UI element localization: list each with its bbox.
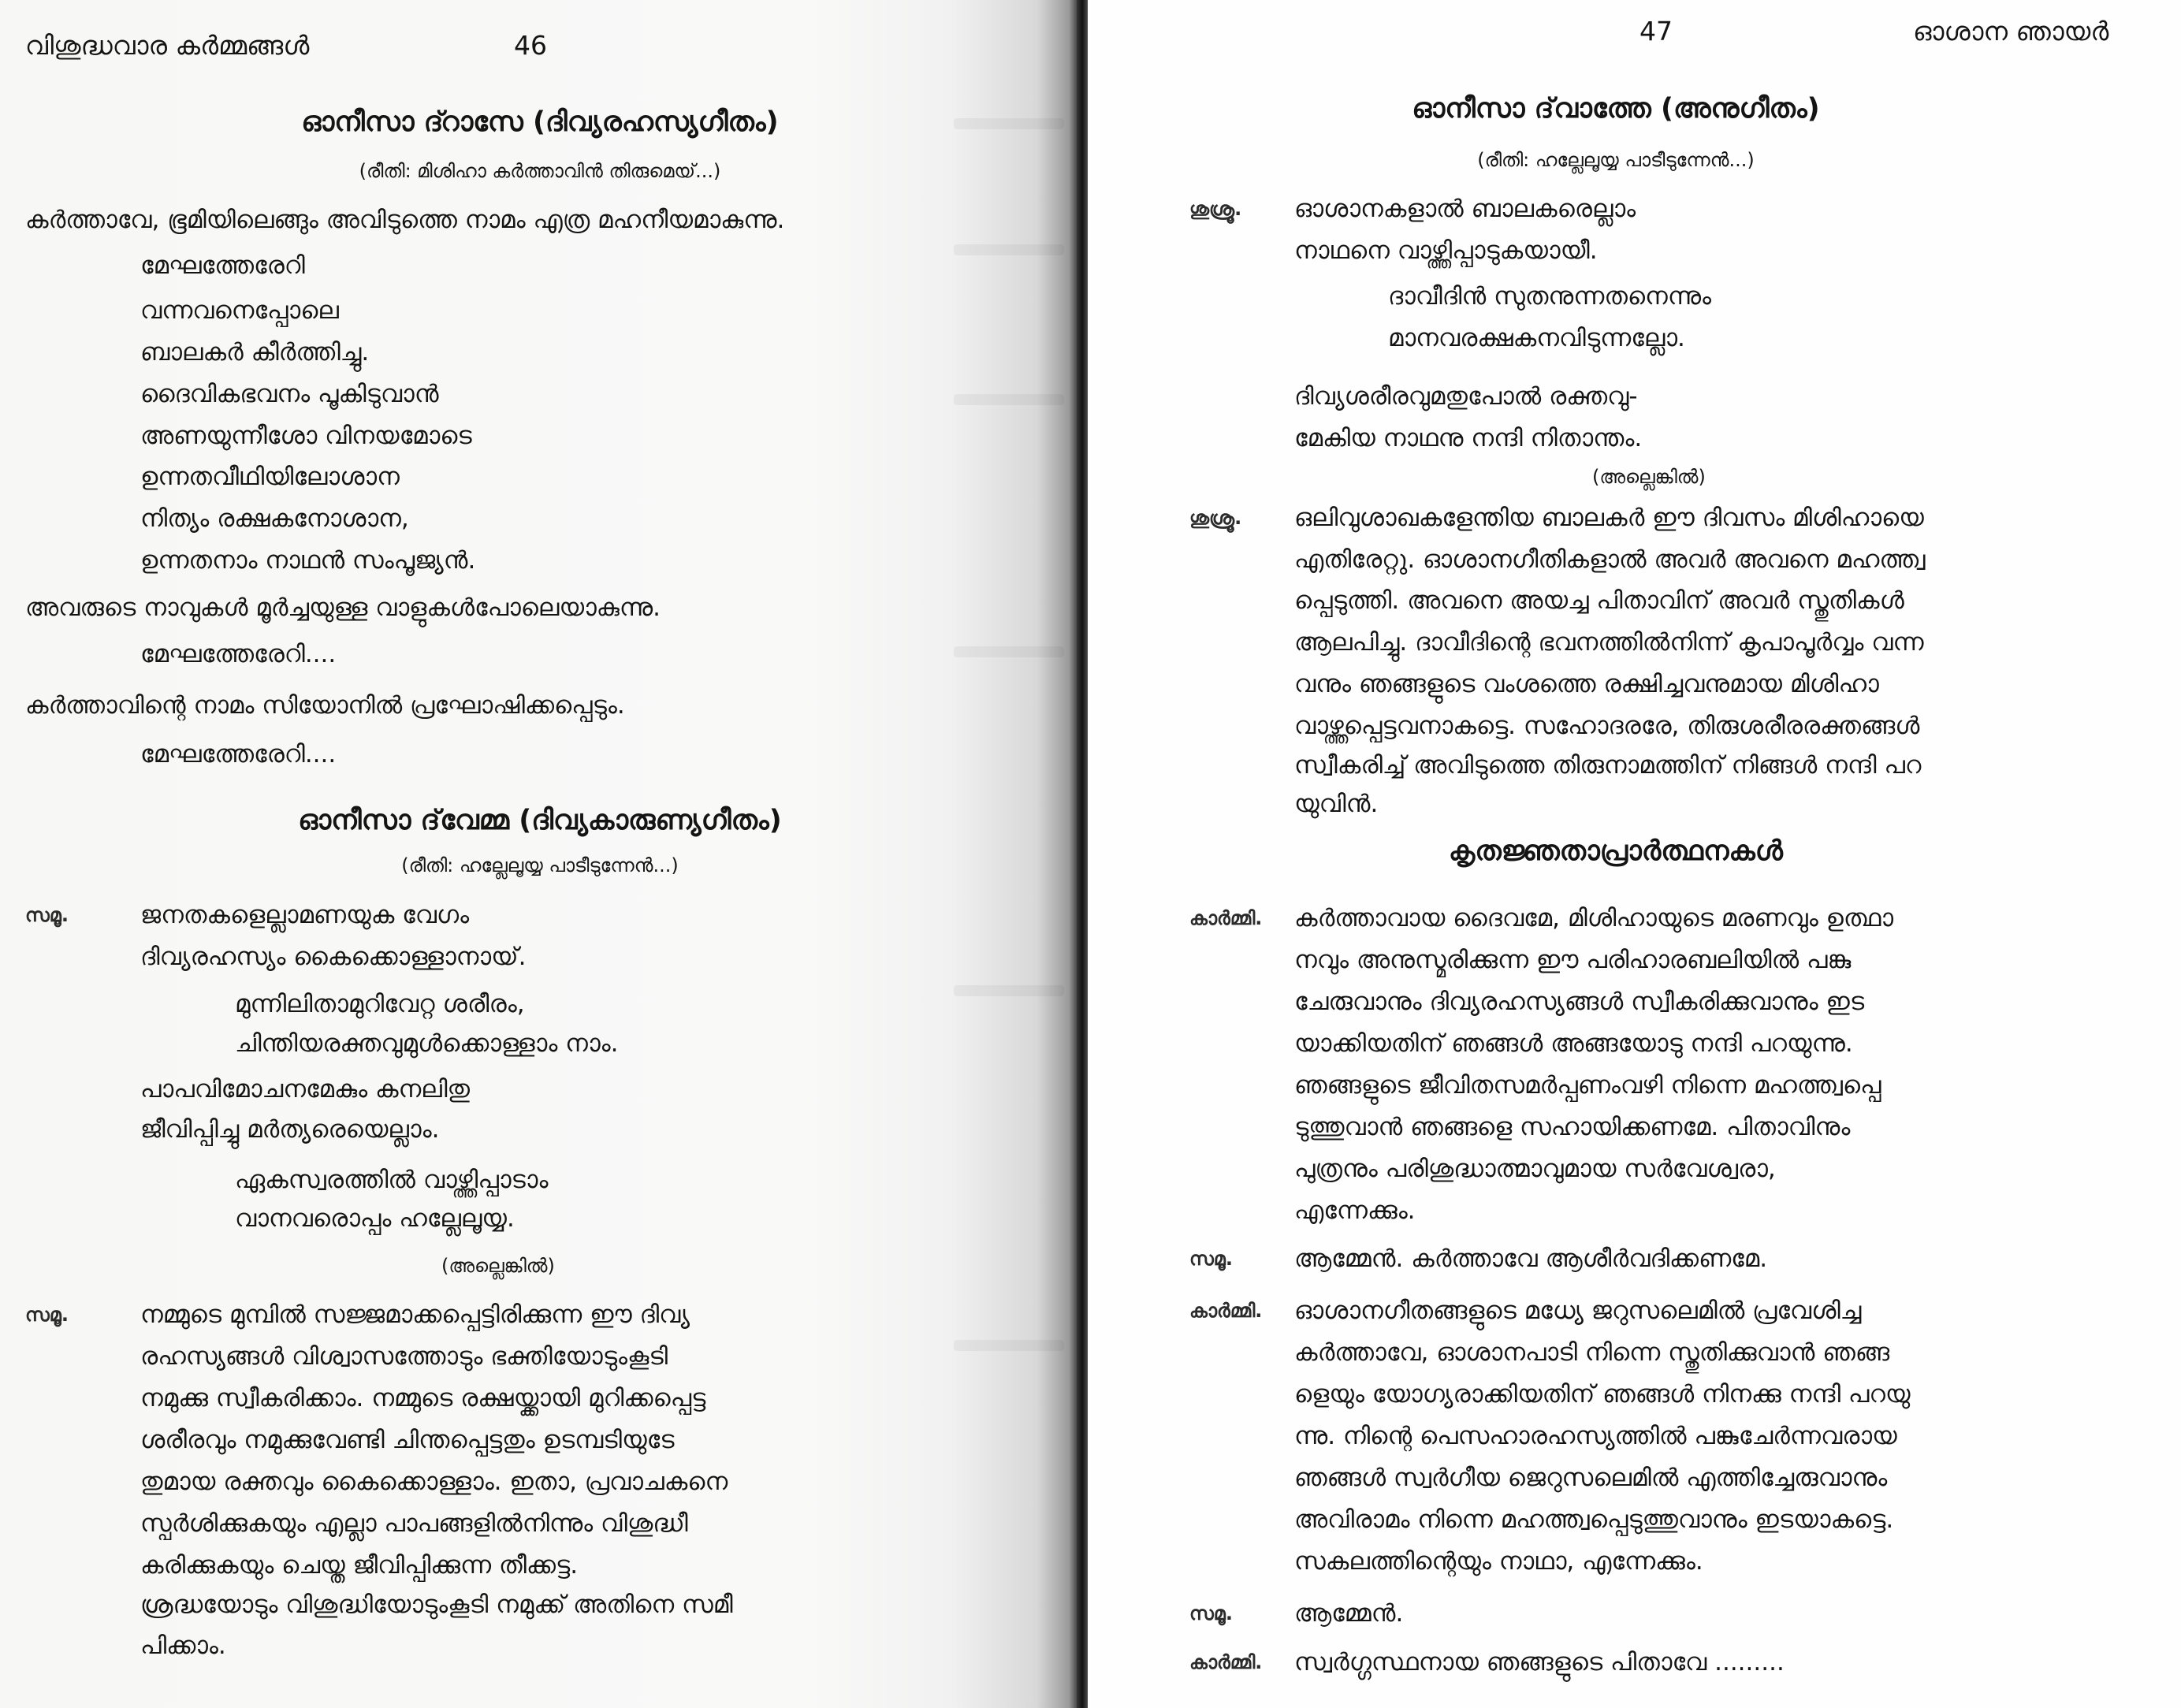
page-number: 47 bbox=[1639, 16, 1673, 47]
section-heading: ഓനീസാ ദ്‌വേമ്മ (ദിവ്യകാരുണ്യഗീതം) bbox=[298, 805, 782, 836]
prose-line: ശ്രദ്ധയോടും വിശുദ്ധിയോടുംകൂടി നമുക്ക് അതിനെ സമീ bbox=[140, 1591, 733, 1619]
prayer-line: യാക്കിയതിന് ഞങ്ങൾ അങ്ങയോടു നന്ദി പറയുന്നു. bbox=[1294, 1029, 1853, 1058]
prayer-line: അവിരാമം നിന്നെ മഹത്ത്വപ്പെടുത്തുവാനും ഇടയാകട്ടെ. bbox=[1294, 1505, 1894, 1534]
prayer-line: സകലത്തിന്റെയും നാഥാ, എന്നേക്കും. bbox=[1294, 1547, 1703, 1576]
bleed-through bbox=[954, 646, 1064, 657]
prose-line: യുവിൻ. bbox=[1294, 790, 1379, 818]
refrain-line: മേഘത്തേരേറി bbox=[140, 251, 305, 280]
hymn-line: ദിവ്യശരീരവുമതുപോൽ രക്തവു- bbox=[1294, 382, 1638, 411]
hymn-line: ദിവ്യരഹസ്യം കൈക്കൊള്ളാനായ്. bbox=[140, 943, 527, 971]
verse-line: കർത്താവിന്റെ നാമം സിയോനിൽ പ്രഘോഷിക്കപ്പെടും. bbox=[25, 691, 625, 720]
hymn-line: മാനവരക്ഷകനവിടുന്നല്ലോ. bbox=[1388, 324, 1685, 352]
prose-line: രഹസ്യങ്ങൾ വിശ്വാസത്തോടും ഭക്തിയോടുംകൂടി bbox=[140, 1342, 668, 1371]
speaker-label: സമൂ. bbox=[25, 1304, 69, 1326]
bleed-through bbox=[954, 1340, 1064, 1351]
refrain-line: ബാലകർ കീർത്തിച്ചു. bbox=[140, 338, 370, 367]
prayer-line: ടുത്തുവാൻ ഞങ്ങളെ സഹായിക്കണമേ. പിതാവിനും bbox=[1294, 1113, 1851, 1141]
prose-line: ശരീരവും നമുക്കുവേണ്ടി ചിന്തപ്പെട്ടതും ഉടമ്പടിയുടേ bbox=[140, 1426, 675, 1454]
prayer-line: ഞങ്ങളുടെ ജീവിതസമർപ്പണംവഴി നിന്നെ മഹത്ത്വപ്പെ bbox=[1294, 1071, 1881, 1100]
page-number: 46 bbox=[514, 30, 547, 61]
hymn-line: മുന്നിലിതാമുറിവേറ്റ ശരീരം, bbox=[235, 990, 525, 1018]
refrain-line: ദൈവികഭവനം പൂകിടുവാൻ bbox=[140, 380, 439, 408]
prose-line: നമ്മുടെ മുമ്പിൽ സജ്ജമാക്കപ്പെട്ടിരിക്കുന്ന ഈ ദിവ്യ bbox=[140, 1301, 690, 1329]
hymn-line: മേകിയ നാഥനു നന്ദി നിതാന്തം. bbox=[1294, 424, 1643, 452]
hymn-line: നാഥനെ വാഴ്ത്തിപ്പാടുകയായീ. bbox=[1294, 236, 1598, 265]
book-spine-gutter bbox=[1077, 0, 1088, 1708]
prayer-line: കർത്താവേ, ഓശാനപാടി നിന്നെ സ്തുതിക്കുവാൻ ഞങ്ങ bbox=[1294, 1338, 1890, 1367]
prose-line: സ്പർശിക്കുകയും എല്ലാ പാപങ്ങളിൽനിന്നും വിശുദ്ധീ bbox=[140, 1509, 688, 1538]
bleed-through bbox=[954, 244, 1064, 255]
prose-line: നമുക്കു സ്വീകരിക്കാം. നമ്മുടെ രക്ഷയ്ക്കായി മുറിക്കപ്പെട്ട bbox=[140, 1384, 706, 1412]
refrain-line: അണയുന്നീശോ വിനയമോടെ bbox=[140, 422, 472, 450]
hymn-line: ജനതകളെല്ലാമണയുക വേഗം bbox=[140, 901, 470, 929]
verse-line: കർത്താവേ, ഭൂമിയിലെങ്ങും അവിടുത്തെ നാമം എത്ര മഹനീയമാകുന്നു. bbox=[25, 206, 785, 234]
section-heading: കൃതജ്ഞതാപ്രാർത്ഥനകൾ bbox=[1449, 835, 1783, 867]
tune-note: (രീതി: ഹല്ലേലൂയ്യ പാടീടുന്നേൻ...) bbox=[1477, 149, 1755, 171]
prayer-line: ആമ്മേൻ. bbox=[1294, 1599, 1404, 1628]
alternative-marker: (അല്ലെങ്കിൽ) bbox=[1592, 466, 1706, 488]
prayer-line: ഓശാനഗീതങ്ങളുടെ മധ്യേ ജറുസലെമിൽ പ്രവേശിച്ച bbox=[1294, 1297, 1862, 1325]
section-heading: ഓനീസാ ദ്‌വാത്തേ (അനുഗീതം) bbox=[1412, 93, 1820, 125]
hymn-line: ഓശാനകളാൽ ബാലകരെല്ലാം bbox=[1294, 195, 1636, 223]
hymn-line: ദാവീദിൻ സുതനുന്നതനെന്നും bbox=[1388, 282, 1712, 311]
prayer-line: പുത്രനും പരിശുദ്ധാത്മാവുമായ സർവേശ്വരാ, bbox=[1294, 1155, 1776, 1183]
hymn-line: ഏകസ്വരത്തിൽ വാഴ്ത്തിപ്പാടാം bbox=[235, 1166, 549, 1194]
hymn-line: ജീവിപ്പിച്ചു മർത്യരെയെല്ലാം. bbox=[140, 1115, 440, 1144]
verse-line: അവരുടെ നാവുകൾ മൂർച്ചയുള്ള വാളുകൾപോലെയാകുന്നു. bbox=[25, 594, 661, 622]
refrain-line: ഉന്നതവീഥിയിലോശാന bbox=[140, 463, 400, 491]
right-page bbox=[1088, 0, 2181, 1708]
refrain-line: മേഘത്തേരേറി.... bbox=[140, 640, 337, 668]
hymn-line: വാനവരൊപ്പം ഹല്ലേലൂയ്യ. bbox=[235, 1204, 515, 1233]
prose-line: കരിക്കുകയും ചെയ്ത ജീവിപ്പിക്കുന്ന തീക്കട്ട. bbox=[140, 1551, 579, 1580]
hymn-line: ചിന്തിയരക്തവുമുൾക്കൊള്ളാം നാം. bbox=[235, 1029, 619, 1058]
refrain-line: വന്നവനെപ്പോലെ bbox=[140, 296, 339, 325]
prayer-line: കർത്താവായ ദൈവമേ, മിശിഹായുടെ മരണവും ഉത്ഥാ bbox=[1294, 904, 1894, 932]
prose-line: ഒലിവുശാഖകളേന്തിയ ബാലകർ ഈ ദിവസം മിശിഹായെ bbox=[1294, 504, 1924, 532]
prose-line: വനും ഞങ്ങളുടെ വംശത്തെ രക്ഷിച്ചവനുമായ മിശിഹാ bbox=[1294, 670, 1879, 698]
left-page bbox=[0, 0, 1080, 1708]
speaker-label: ശുശ്രൂ. bbox=[1189, 507, 1242, 529]
prose-line: ആലപിച്ചു. ദാവീദിന്റെ ഭവനത്തിൽനിന്ന് കൃപാപൂർവ്വം വന്ന bbox=[1294, 628, 1924, 657]
prose-line: വാഴ്ത്തപ്പെട്ടവനാകട്ടെ. സഹോദരരേ, തിരുശരീരരക്തങ്ങൾ bbox=[1294, 712, 1920, 740]
speaker-label: കാർമ്മി. bbox=[1189, 1300, 1263, 1322]
running-header-title: വിശുദ്ധവാര കർമ്മങ്ങൾ bbox=[25, 30, 310, 61]
alternative-marker: (അല്ലെങ്കിൽ) bbox=[441, 1255, 555, 1277]
refrain-line: മേഘത്തേരേറി.... bbox=[140, 740, 337, 768]
speaker-label: സമൂ. bbox=[1189, 1602, 1233, 1624]
prayer-line: ആമ്മേൻ. കർത്താവേ ആശീർവദിക്കണമേ. bbox=[1294, 1245, 1768, 1273]
prayer-line: ന്നു. നിന്റെ പെസഹാരഹസ്യത്തിൽ പങ്കുചേർന്നവരായ bbox=[1294, 1422, 1897, 1450]
speaker-label: സമൂ. bbox=[1189, 1248, 1233, 1270]
bleed-through bbox=[954, 985, 1064, 996]
running-header-title: ഓശാന ഞായർ bbox=[1913, 16, 2109, 47]
bleed-through bbox=[954, 394, 1064, 405]
prayer-line: നവും അനുസ്മരിക്കുന്ന ഈ പരിഹാരബലിയിൽ പങ്കു bbox=[1294, 946, 1852, 974]
prose-line: പിക്കാം. bbox=[140, 1632, 226, 1660]
tune-note: (രീതി: മിശിഹാ കർത്താവിൻ തിരുമെയ്...) bbox=[359, 160, 721, 182]
section-heading: ഓനീസാ ദ്റാസേ (ദിവ്യരഹസ്യഗീതം) bbox=[301, 106, 779, 138]
prose-line: സ്വീകരിച്ച് അവിടുത്തെ തിരുനാമത്തിന് നിങ്ങൾ നന്ദി പറ bbox=[1294, 751, 1922, 780]
refrain-line: നിത്യം രക്ഷകനോശാന, bbox=[140, 504, 409, 533]
prose-line: പ്പെടുത്തി. അവനെ അയച്ച പിതാവിന് അവർ സ്തുതികൾ bbox=[1294, 586, 1904, 615]
refrain-line: ഉന്നതനാം നാഥൻ സംപൂജ്യൻ. bbox=[140, 546, 476, 575]
speaker-label: സമൂ. bbox=[25, 904, 69, 926]
prayer-line: ചേരുവാനും ദിവ്യരഹസ്യങ്ങൾ സ്വീകരിക്കുവാനും ഇട bbox=[1294, 988, 1865, 1016]
prayer-line: സ്വർഗ്ഗസ്ഥനായ ഞങ്ങളുടെ പിതാവേ ......... bbox=[1294, 1648, 1785, 1676]
prose-line: എതിരേറ്റു. ഓശാനഗീതികളാൽ അവർ അവനെ മഹത്ത്വ bbox=[1294, 545, 1926, 574]
tune-note: (രീതി: ഹല്ലേലൂയ്യ പാടീടുന്നേൻ...) bbox=[401, 854, 679, 876]
prayer-line: ഞങ്ങൾ സ്വർഗീയ ജെറുസലെമിൽ എത്തിച്ചേരുവാനും bbox=[1294, 1464, 1888, 1492]
speaker-label: കാർമ്മി. bbox=[1189, 907, 1263, 929]
speaker-label: കാർമ്മി. bbox=[1189, 1651, 1263, 1673]
prayer-line: എന്നേക്കും. bbox=[1294, 1196, 1416, 1225]
prose-line: തുമായ രക്തവും കൈക്കൊള്ളാം. ഇതാ, പ്രവാചകനെ bbox=[140, 1468, 728, 1496]
prayer-line: ളെയും യോഗ്യരാക്കിയതിന് ഞങ്ങൾ നിനക്കു നന്ദി പറയു bbox=[1294, 1380, 1911, 1408]
hymn-line: പാപവിമോചനമേകും കനലിതു bbox=[140, 1075, 471, 1103]
speaker-label: ശുശ്രൂ. bbox=[1189, 198, 1242, 220]
